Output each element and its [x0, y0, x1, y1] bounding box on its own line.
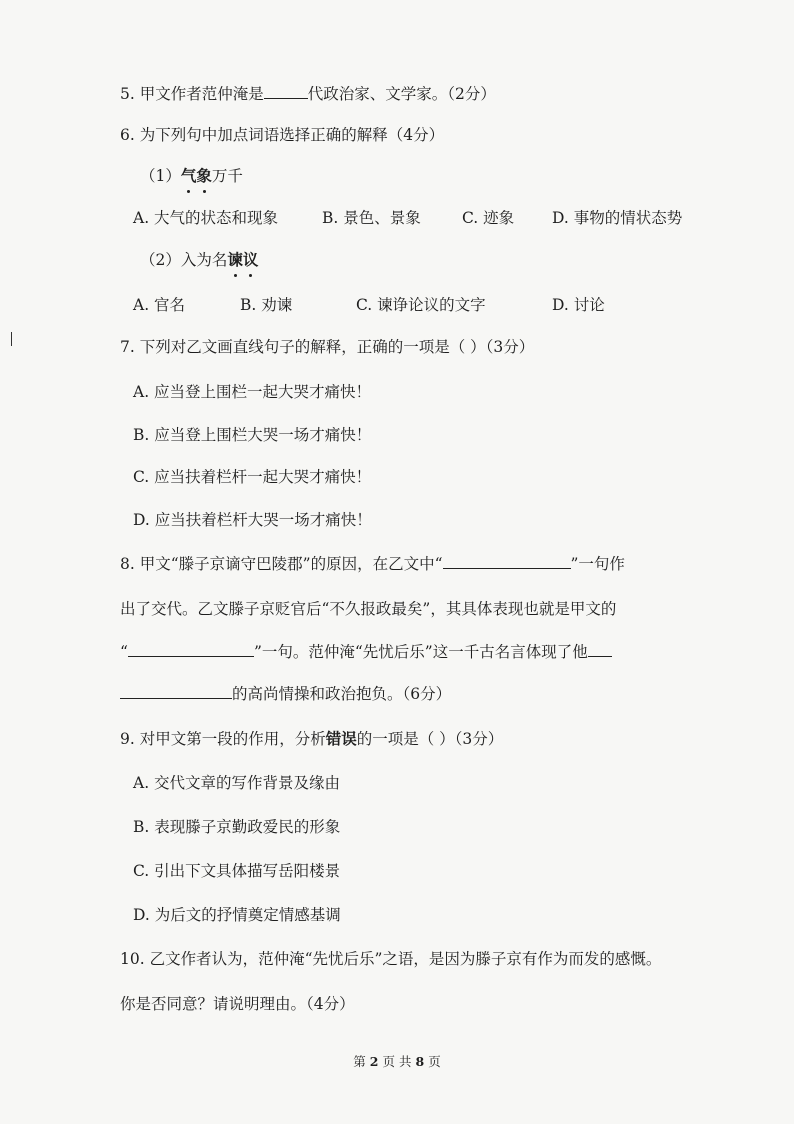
dotted-word: 议: [242, 250, 259, 269]
question-6-option-2b: B. 劝谏: [240, 296, 293, 314]
question-7-option-a: A. 应当登上围栏一起大哭才痛快！: [133, 383, 372, 401]
question-7-option-b: B. 应当登上围栏大哭一场才痛快！: [133, 426, 372, 444]
question-8-text: 的高尚情操和政治抱负。（6分）: [232, 685, 452, 703]
dotted-word: 气: [180, 166, 197, 185]
sentence-text: （2）入为名: [140, 251, 228, 269]
question-6-sentence-1: [140, 166, 243, 186]
question-6-option-2d: D. 讨论: [552, 296, 605, 314]
question-9-text: 的一项是（ ）（3分）: [356, 730, 504, 748]
answer-blank[interactable]: [588, 642, 612, 657]
margin-mark: [11, 332, 12, 346]
answer-blank[interactable]: [264, 84, 308, 99]
page-footer: [0, 1052, 794, 1070]
question-6-sentence-2: [140, 250, 258, 270]
question-9-title: [120, 729, 503, 749]
question-5-text-end: 代政治家、文学家。（2分）: [307, 85, 496, 103]
question-8-text: ”一句作: [570, 555, 625, 573]
question-6-option-2a: A. 官名: [133, 296, 186, 314]
answer-blank[interactable]: [443, 554, 571, 569]
question-9-option-b: B. 表现滕子京勤政爱民的形象: [133, 818, 341, 836]
page-total: 8: [415, 1054, 425, 1069]
dotted-word: 谏: [227, 250, 243, 269]
question-10-line-1: 10. 乙文作者认为，范仲淹“先忧后乐”之语，是因为滕子京有作为而发的感慨。: [120, 950, 662, 968]
dotted-word: 象: [196, 166, 212, 185]
question-6-option-1a: A. 大气的状态和现象: [133, 209, 279, 227]
footer-text: 页: [428, 1054, 441, 1069]
answer-blank[interactable]: [128, 642, 254, 657]
sentence-rest: 万千: [211, 167, 243, 185]
question-6-title: 6. 为下列句中加点词语选择正确的解释（4分）: [120, 126, 445, 144]
question-8-line-3: [120, 642, 612, 662]
question-7-option-d: D. 应当扶着栏杆大哭一场才痛快！: [133, 511, 372, 529]
question-8-text: ”一句。范仲淹“先忧后乐”这一千古名言体现了他: [253, 643, 588, 661]
question-7-option-c: C. 应当扶着栏杆一起大哭才痛快！: [133, 468, 372, 486]
question-8-line-2: 出了交代。乙文滕子京贬官后“不久报政最矣”，其具体表现也就是甲文的: [120, 600, 617, 618]
emphasis-word: 错误: [325, 729, 357, 748]
question-8-line-1: [120, 554, 625, 574]
question-8-line-4: [120, 684, 451, 704]
question-6-option-2c: C. 谏诤论议的文字: [356, 296, 486, 314]
question-10-line-2: 你是否同意？请说明理由。（4分）: [120, 995, 355, 1013]
question-9-option-c: C. 引出下文具体描写岳阳楼景: [133, 862, 341, 880]
question-6-option-1d: D. 事物的情状态势: [552, 209, 683, 227]
footer-text: 第: [353, 1054, 366, 1069]
question-6-option-1c: C. 迹象: [462, 209, 515, 227]
sentence-number: （1）: [140, 167, 181, 185]
question-5: [120, 84, 496, 104]
question-7-title: 7. 下列对乙文画直线句子的解释，正确的一项是（ ）（3分）: [120, 338, 535, 356]
question-8-text: 8. 甲文“滕子京谪守巴陵郡”的原因，在乙文中“: [120, 555, 443, 573]
question-9-option-d: D. 为后文的抒情奠定情感基调: [133, 906, 341, 924]
answer-blank[interactable]: [120, 684, 232, 699]
question-9-option-a: A. 交代文章的写作背景及缘由: [133, 774, 341, 792]
question-9-text: 9. 对甲文第一段的作用，分析: [120, 730, 326, 748]
page-number: 2: [369, 1054, 379, 1069]
question-5-text: 5. 甲文作者范仲淹是: [120, 85, 264, 103]
question-6-option-1b: B. 景色、景象: [322, 209, 421, 227]
question-8-text: “: [120, 643, 128, 661]
footer-text: 页 共: [382, 1054, 412, 1069]
